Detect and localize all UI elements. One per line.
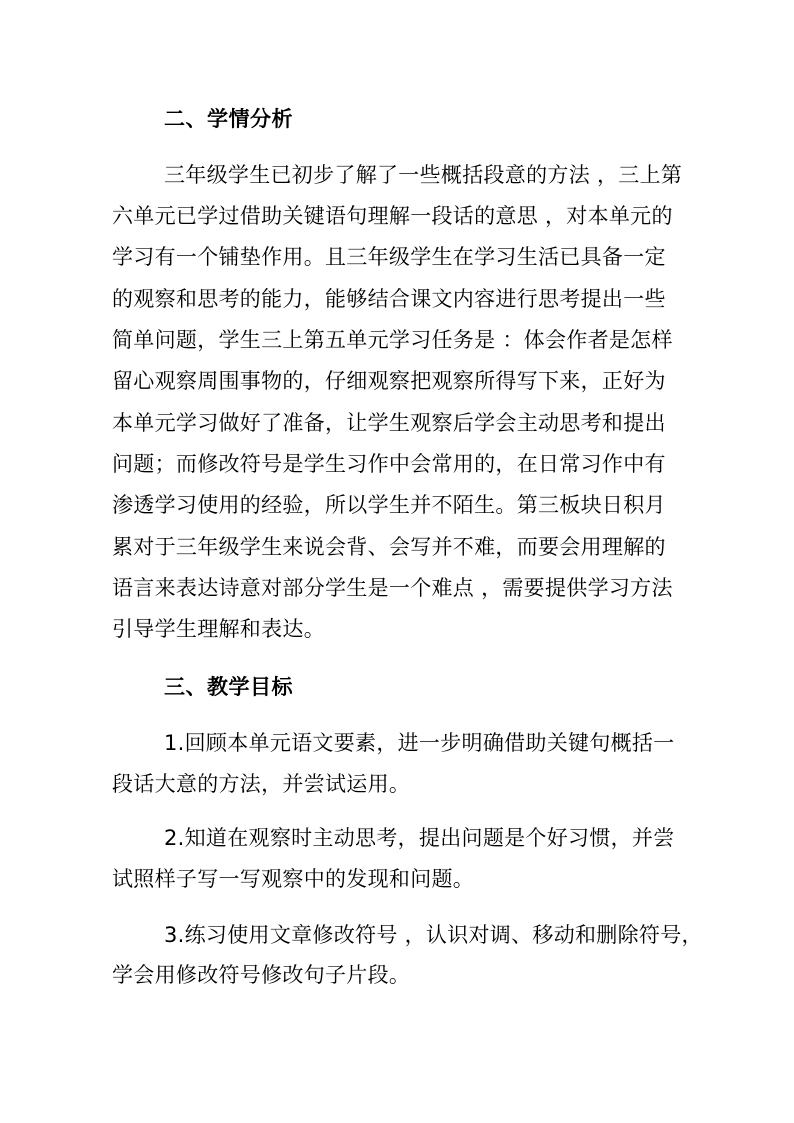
goal-1-line: 1.回顾本单元语文要素，进一步明确借助关键句概括一	[164, 731, 675, 755]
paragraph-line: 的观察和思考的能力，能够结合课文内容进行思考提出一些	[112, 287, 666, 311]
paragraph-line: 留心观察周围事物的，仔细观察把观察所得写下来，正好为	[112, 369, 666, 393]
paragraph-line: 三年级学生已初步了解了一些概括段意的方法 ，三上第	[164, 163, 683, 187]
section-heading-teaching-goals: 三、教学目标	[164, 675, 293, 699]
goal-3-line: 学会用修改符号修改句子片段。	[112, 963, 411, 987]
goal-2-line: 2.知道在观察时主动思考，提出问题是个好习惯，并尝	[164, 826, 675, 850]
paragraph-line: 简单问题，学生三上第五单元学习任务是 ：体会作者是怎样	[112, 328, 673, 352]
section-heading-student-analysis: 二、学情分析	[164, 107, 293, 131]
paragraph-line: 六单元已学过借助关键语句理解一段话的意思 ，对本单元的	[112, 204, 673, 228]
paragraph-line: 问题；而修改符号是学生习作中会常用的，在日常习作中有	[112, 452, 666, 476]
paragraph-line: 语言来表达诗意对部分学生是一个难点 ，需要提供学习方法	[112, 576, 673, 600]
goal-3-line: 3.练习使用文章修改符号 ，认识对调、移动和删除符号，	[164, 923, 703, 947]
goal-1-line: 段话大意的方法，并尝试运用。	[112, 772, 411, 796]
paragraph-line: 引导学生理解和表达。	[112, 617, 325, 641]
paragraph-line: 学习有一个铺垫作用。且三年级学生在学习生活已具备一定	[112, 245, 666, 269]
paragraph-line: 渗透学习使用的经验，所以学生并不陌生。第三板块日积月	[112, 493, 666, 517]
paragraph-line: 本单元学习做好了准备，让学生观察后学会主动思考和提出	[112, 411, 666, 435]
goal-2-line: 试照样子写一写观察中的发现和问题。	[112, 867, 475, 891]
paragraph-line: 累对于三年级学生来说会背、会写并不难，而要会用理解的	[112, 535, 666, 559]
